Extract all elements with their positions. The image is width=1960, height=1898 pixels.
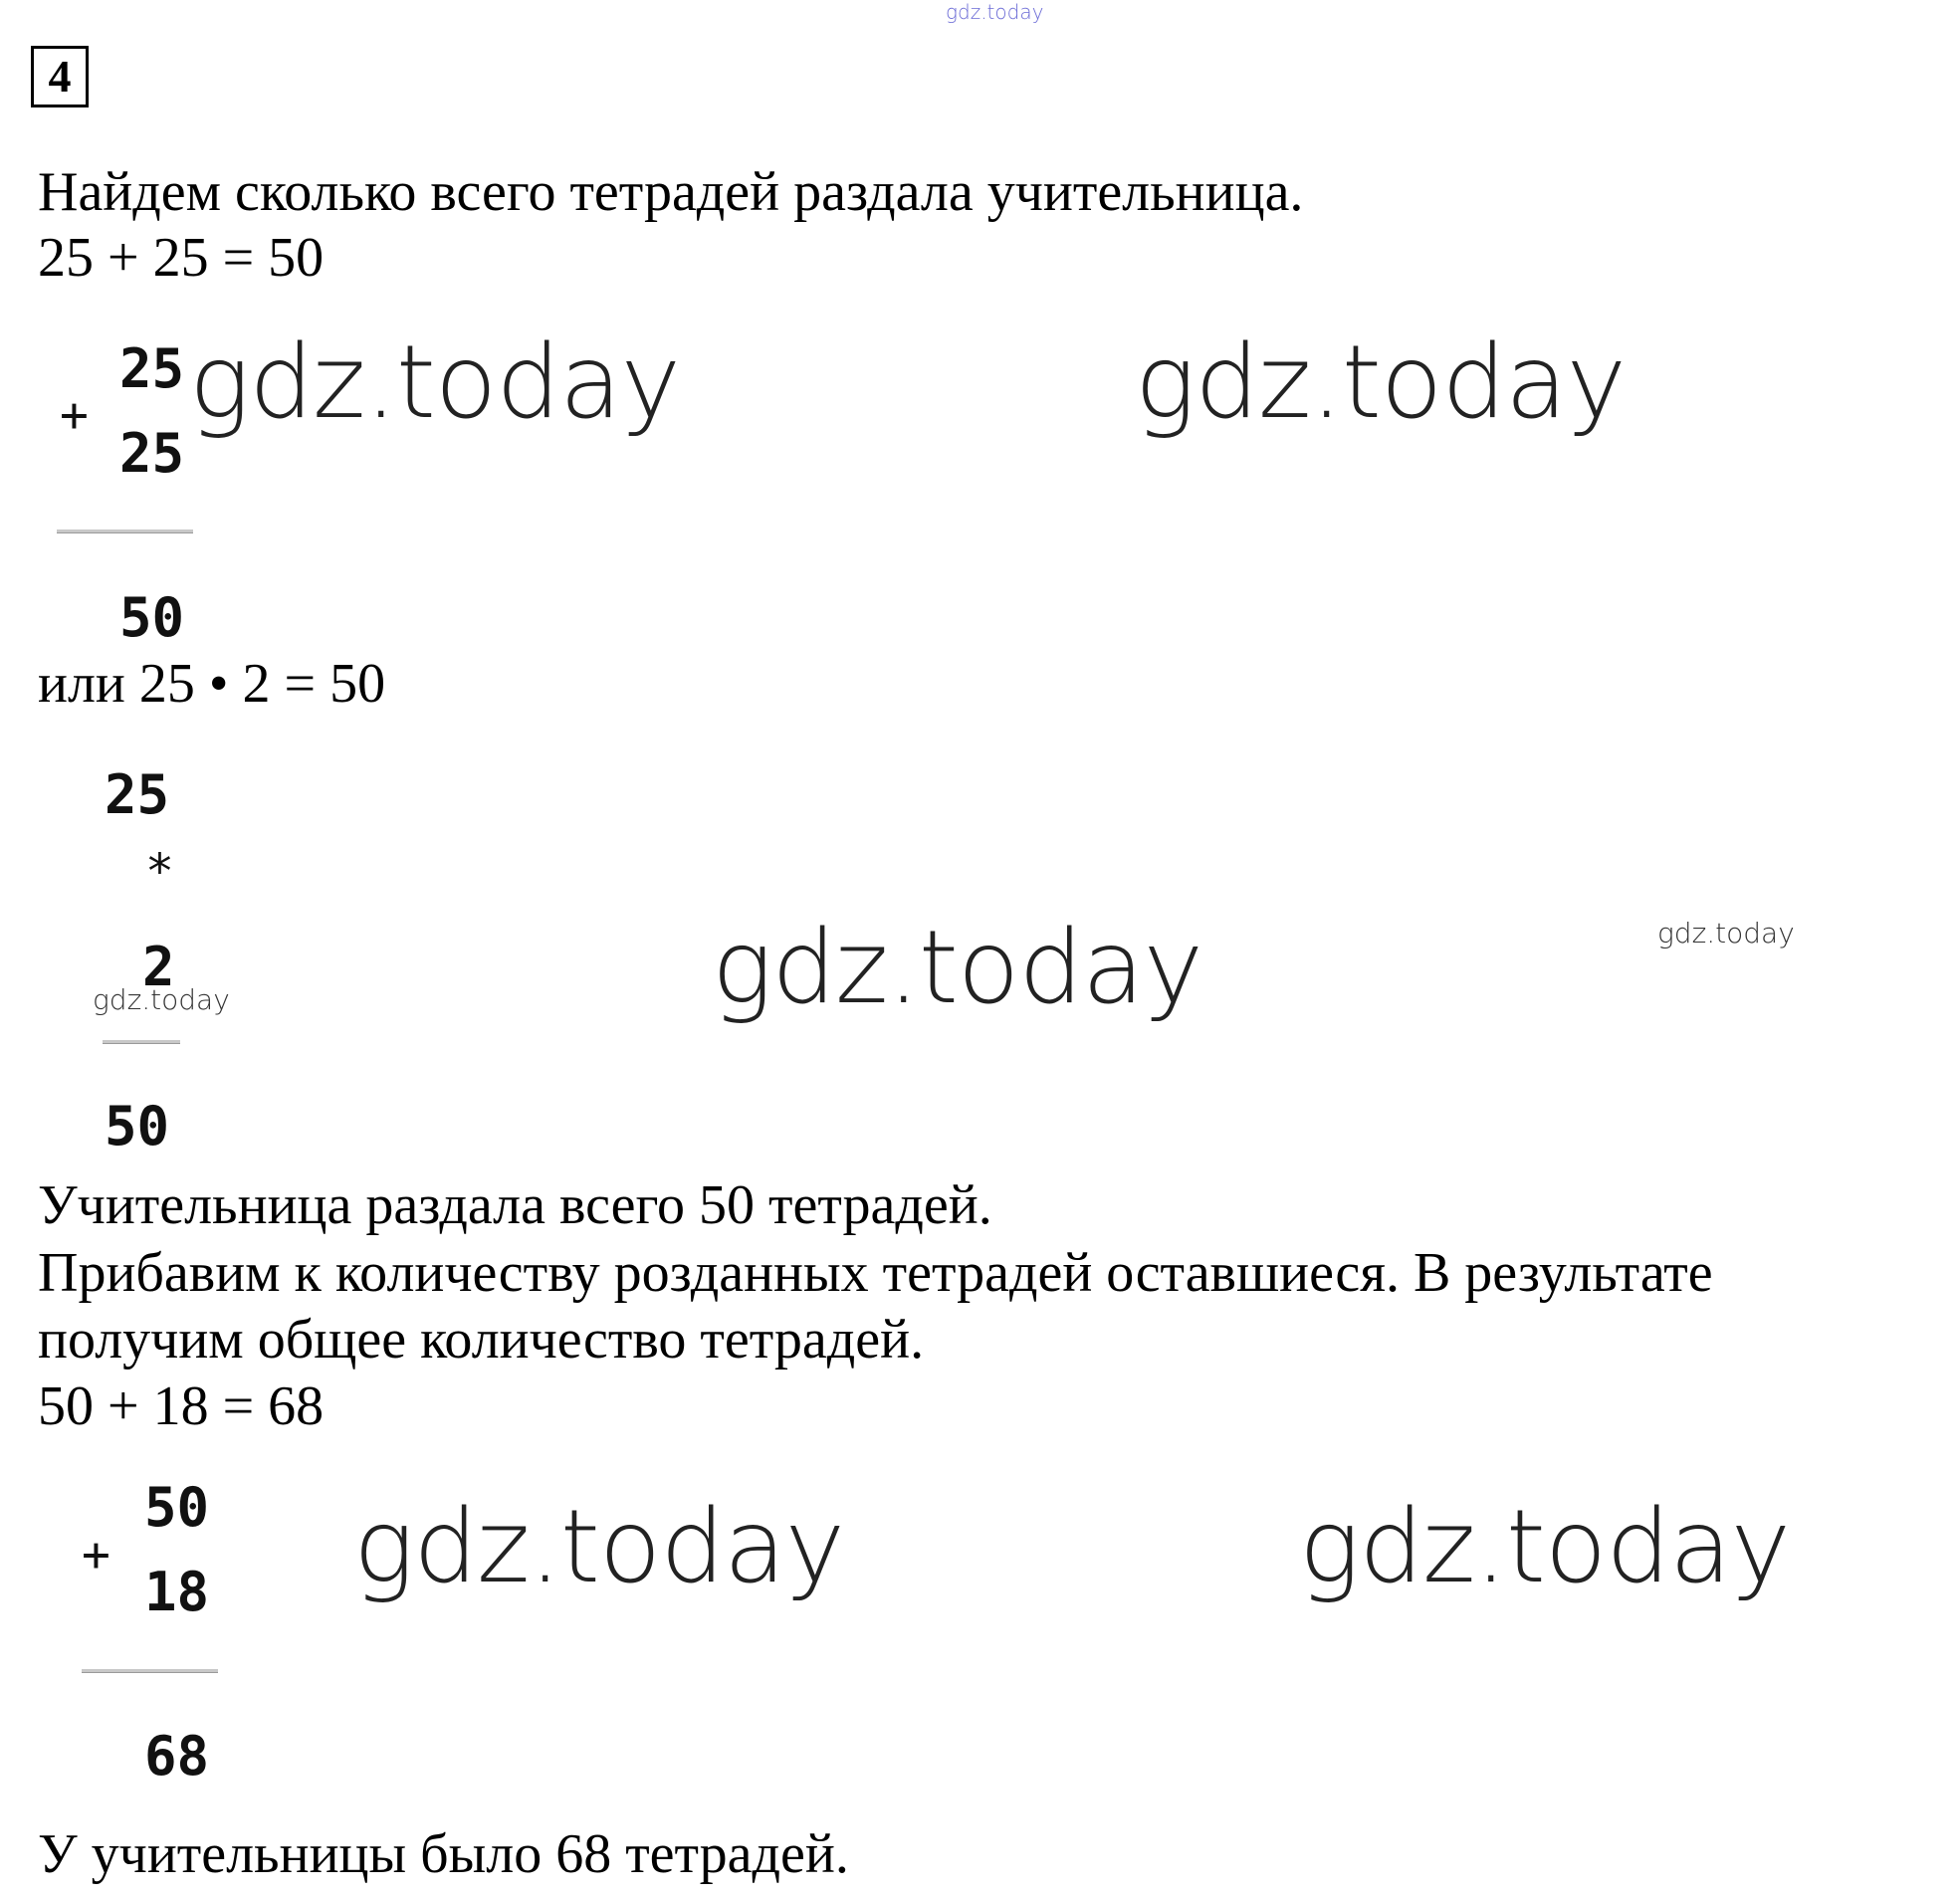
watermark-top: gdz.today	[946, 0, 1044, 24]
product-rule	[103, 1040, 180, 1044]
watermark-big: gdz.today	[712, 909, 1202, 1027]
multiply-sign: *	[145, 844, 174, 900]
watermark-big: gdz.today	[353, 1488, 844, 1606]
plus-sign: +	[60, 387, 89, 443]
equation-line-3: 50 + 18 = 68	[38, 1375, 325, 1437]
addend-bottom: 18	[144, 1561, 210, 1623]
watermark-small: gdz.today	[1657, 917, 1795, 949]
watermark-big: gdz.today	[1299, 1488, 1790, 1606]
text-line-6: получим общее количество тетрадей.	[38, 1309, 925, 1371]
sum-result: 68	[144, 1725, 210, 1788]
watermark-big: gdz.today	[189, 323, 680, 442]
sum-result: 50	[119, 586, 185, 649]
text-line-4: Учительница раздала всего 50 тетрадей.	[38, 1174, 992, 1236]
product-result: 50	[105, 1095, 170, 1158]
factor-bottom: 2	[142, 936, 175, 998]
sum-rule	[82, 1669, 218, 1673]
equation-line-2: или 25 • 2 = 50	[38, 653, 386, 715]
equation-line-1: 25 + 25 = 50	[38, 227, 325, 289]
answer-line: У учительницы было 68 тетрадей.	[38, 1823, 849, 1885]
watermark-small: gdz.today	[93, 983, 230, 1016]
task-number-box: 4	[31, 46, 89, 107]
watermark-big: gdz.today	[1135, 323, 1626, 442]
addend-top: 25	[119, 337, 185, 400]
addend-bottom: 25	[119, 422, 185, 485]
factor-top: 25	[105, 763, 170, 826]
plus-sign: +	[82, 1527, 110, 1582]
text-line-5: Прибавим к количеству розданных тетрадей оставшиеся. В результате	[38, 1242, 1713, 1304]
sum-rule	[57, 529, 193, 533]
text-line-1: Найдем сколько всего тетрадей раздала учительница.	[38, 161, 1304, 223]
addend-top: 50	[144, 1476, 210, 1539]
